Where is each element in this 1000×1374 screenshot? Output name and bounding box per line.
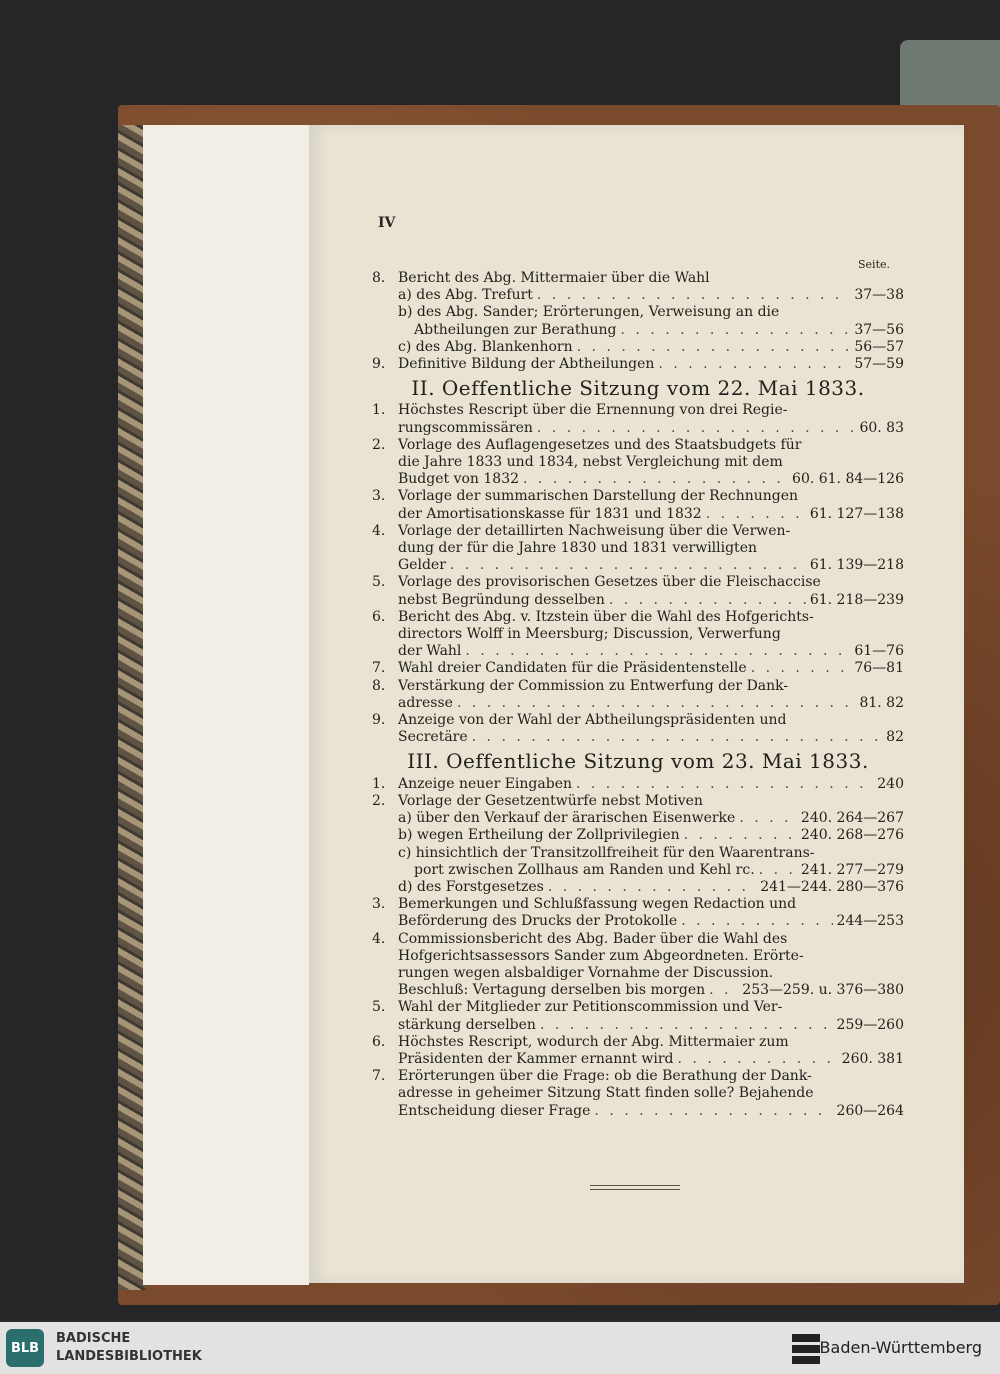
entry-text: rungscommissären (398, 419, 533, 436)
entry-text: Vorlage des provisorischen Gesetzes über die Fleischaccise (398, 574, 821, 591)
state-name[interactable]: Baden-Württemberg (819, 1338, 982, 1357)
toc-entry-line (372, 523, 904, 540)
leader-dots (621, 322, 851, 339)
entry-page-ref: 76—81 (854, 660, 904, 677)
entry-number: 1. (372, 775, 386, 792)
toc-entry-line (372, 488, 904, 505)
toc-entry-line (372, 609, 904, 626)
toc-entry-line (372, 420, 904, 437)
library-name[interactable] (56, 1330, 202, 1366)
toc-entry-line (372, 695, 904, 712)
flyleaf (143, 125, 309, 1285)
toc-entry (372, 609, 904, 661)
library-name-line1: BADISCHE (56, 1331, 131, 1346)
closing-rule (590, 1185, 680, 1190)
page-number: IV (378, 215, 396, 231)
toc-entry-line (372, 948, 904, 965)
library-name-line2: LANDESBIBLIOTHEK (56, 1349, 202, 1364)
toc-entry-line (372, 712, 904, 729)
entry-text: Secretäre (398, 729, 468, 746)
leader-dots (576, 776, 873, 793)
toc-entry (372, 879, 904, 896)
toc-entry-line (372, 287, 904, 304)
leader-dots (450, 557, 806, 574)
leader-dots (681, 913, 832, 930)
entry-number: 3. (372, 488, 386, 505)
toc-entry-line (372, 540, 904, 557)
toc-entry-line (372, 1017, 904, 1034)
entry-page-ref: 240 (877, 775, 904, 792)
toc-entry-line (372, 896, 904, 913)
entry-number: 2. (372, 436, 386, 453)
entry-text: b) des Abg. Sander; Erörterungen, Verweisung an die (398, 304, 780, 321)
toc-entry (372, 999, 904, 1033)
entry-page-ref: 61. 127—138 (809, 505, 904, 522)
toc-entry-line (372, 913, 904, 930)
entry-text: Anzeige neuer Eingaben (398, 775, 572, 792)
toc-entry (372, 660, 904, 677)
leader-dots (594, 1103, 832, 1120)
entry-page-ref: 61. 218—239 (809, 591, 904, 608)
entry-text: Vorlage der summarischen Darstellung der Rechnungen (398, 488, 799, 505)
entry-text: Anzeige von der Wahl der Abtheilungspräsidenten und (398, 712, 787, 729)
seite-label: Seite. (858, 258, 890, 271)
toc-entry-line (372, 982, 904, 999)
entry-page-ref: 56—57 (854, 338, 904, 355)
entry-text: a) des Abg. Trefurt (398, 287, 533, 304)
entry-page-ref: 37—56 (854, 321, 904, 338)
toc-entry-line (372, 574, 904, 591)
entry-number: 6. (372, 608, 386, 625)
entry-text: Beförderung des Drucks der Protokolle (398, 913, 678, 930)
entry-number: 5. (372, 574, 386, 591)
entry-page-ref: 37—38 (854, 287, 904, 304)
toc-entry-line (372, 862, 904, 879)
marbled-edge (118, 125, 146, 1290)
toc-entry-line (372, 776, 904, 793)
toc-entry-line (372, 471, 904, 488)
leader-dots (739, 810, 797, 827)
leader-dots (540, 1017, 833, 1034)
entry-text: Wahl dreier Candidaten für die Präsidentenstelle (398, 660, 747, 677)
toc-entry-line (372, 729, 904, 746)
toc-entry-line (372, 437, 904, 454)
toc-entry-line (372, 356, 904, 373)
entry-text: Vorlage der detaillirten Nachweisung über die Verwen- (398, 522, 791, 539)
entry-text: dung der für die Jahre 1830 und 1831 verwilligten (398, 540, 757, 557)
toc-entry-line (372, 339, 904, 356)
entry-number: 9. (372, 356, 386, 373)
toc-entry-line (372, 643, 904, 660)
leader-dots (706, 506, 806, 523)
toc-entry-line (372, 304, 904, 321)
entry-text: directors Wolff in Meersburg; Discussion, Verwerfung (398, 626, 781, 643)
entry-number: 8. (372, 270, 386, 286)
entry-text: Höchstes Rescript über die Ernennung von drei Regie- (398, 402, 788, 419)
entry-text: Bericht des Abg. v. Itzstein über die Wahl des Hofgerichts- (398, 608, 814, 625)
entry-number: 4. (372, 930, 386, 947)
toc-entry (372, 402, 904, 436)
entry-text: Abtheilungen zur Berathung (414, 321, 617, 338)
toc-entry-line (372, 270, 904, 287)
entry-page-ref: 57—59 (854, 356, 904, 373)
toc-entry (372, 574, 904, 608)
toc-entry (372, 270, 904, 287)
entry-page-ref: 81. 82 (859, 694, 904, 711)
leader-dots (684, 827, 797, 844)
entry-page-ref: 60. 61. 84—126 (792, 471, 904, 488)
entry-page-ref: 241. 277—279 (800, 861, 904, 878)
toc-entry-line (372, 845, 904, 862)
entry-number: 1. (372, 402, 386, 419)
entry-page-ref: 60. 83 (859, 419, 904, 436)
footer-bar (0, 1322, 1000, 1374)
entry-text: Vorlage der Gesetzentwürfe nebst Motiven (398, 792, 703, 809)
leader-dots (537, 420, 856, 437)
toc-entry-line (372, 322, 904, 339)
toc-entry-line (372, 999, 904, 1016)
entry-text: b) wegen Ertheilung der Zollprivilegien (398, 827, 680, 844)
entry-page-ref: 61—76 (854, 643, 904, 660)
entry-text: die Jahre 1833 und 1834, nebst Vergleichung mit dem (398, 454, 783, 471)
toc-entry-line (372, 793, 904, 810)
entry-text: rungen wegen alsbaldiger Vornahme der Discussion. (398, 964, 774, 981)
entry-text: Definitive Bildung der Abtheilungen (398, 356, 655, 373)
entry-text: Wahl der Mitglieder zur Petitionscommission und Ver- (398, 999, 783, 1016)
leader-dots (577, 339, 851, 356)
toc-entry-line (372, 827, 904, 844)
entry-text: Gelder (398, 557, 446, 574)
leader-dots (658, 356, 850, 373)
toc-entry-line (372, 1085, 904, 1102)
entry-number: 8. (372, 677, 386, 694)
toc-entry-line (372, 626, 904, 643)
entry-text: stärkung derselben (398, 1016, 536, 1033)
entry-number: 3. (372, 896, 386, 913)
toc-entry-line (372, 402, 904, 419)
toc-entry-line (372, 1068, 904, 1085)
entry-number: 7. (372, 1068, 386, 1085)
toc-entry (372, 678, 904, 712)
entry-text: Beschluß: Vertagung derselben bis morgen (398, 982, 706, 999)
entry-text: der Amortisationskasse für 1831 und 1832 (398, 505, 702, 522)
toc-entry (372, 931, 904, 1000)
toc-entry (372, 827, 904, 844)
leader-dots (465, 643, 850, 660)
toc-entry-line (372, 931, 904, 948)
entry-text: der Wahl (398, 643, 462, 660)
leader-dots (751, 660, 851, 677)
entry-text: Präsidenten der Kammer ernannt wird (398, 1050, 674, 1067)
entry-text: d) des Forstgesetzes (398, 878, 544, 895)
leader-dots (457, 695, 856, 712)
toc-entry (372, 437, 904, 489)
entry-page-ref: 260—264 (836, 1102, 904, 1119)
entry-text: Vorlage des Auflagengesetzes und des Staatsbudgets für (398, 436, 802, 453)
leader-dots (759, 862, 797, 879)
toc-entry-line (372, 810, 904, 827)
table-of-contents (372, 270, 904, 1120)
entry-text: a) über den Verkauf der ärarischen Eisenwerke (398, 810, 736, 827)
leader-dots (537, 287, 850, 304)
entry-text: Budget von 1832 (398, 471, 520, 488)
toc-entry (372, 810, 904, 827)
entry-number: 2. (372, 792, 386, 809)
toc-entry (372, 1034, 904, 1068)
lions-coat-of-arms-icon (790, 1332, 822, 1366)
toc-entry-line (372, 678, 904, 695)
toc-entry (372, 488, 904, 522)
entry-page-ref: 244—253 (836, 913, 904, 930)
leader-dots (609, 592, 806, 609)
entry-number: 6. (372, 1033, 386, 1050)
entry-number: 4. (372, 522, 386, 539)
blb-logo-icon[interactable]: BLB (6, 1329, 44, 1367)
entry-page-ref: 241—244. 280—376 (760, 878, 904, 895)
entry-text: Erörterungen über die Frage: ob die Berathung der Dank- (398, 1068, 812, 1085)
toc-entry-line (372, 454, 904, 471)
entry-number: 7. (372, 660, 386, 677)
toc-entry (372, 356, 904, 373)
entry-page-ref: 240. 268—276 (800, 827, 904, 844)
toc-entry (372, 896, 904, 930)
entry-text: Commissionsbericht des Abg. Bader über die Wahl des (398, 930, 788, 947)
entry-text: nebst Begründung desselben (398, 591, 605, 608)
section-heading: III. Oeffentliche Sitzung vom 23. Mai 1833. (407, 749, 869, 774)
entry-number: 9. (372, 712, 386, 729)
leader-dots (548, 879, 756, 896)
leader-dots (472, 729, 883, 746)
entry-page-ref: 61. 139—218 (809, 557, 904, 574)
entry-page-ref: 259—260 (836, 1016, 904, 1033)
entry-number: 5. (372, 999, 386, 1016)
entry-page-ref: 240. 264—267 (800, 810, 904, 827)
entry-text: adresse (398, 694, 453, 711)
entry-text: Hofgerichtsassessors Sander zum Abgeordneten. Erörte- (398, 947, 804, 964)
entry-page-ref: 253—259. u. 376—380 (742, 982, 904, 999)
entry-text: Bemerkungen und Schlußfassung wegen Redaction und (398, 896, 797, 913)
entry-text: c) hinsichtlich der Transitzollfreiheit für den Waarentrans- (398, 844, 815, 861)
toc-entry (372, 287, 904, 304)
entry-text: port zwischen Zollhaus am Randen und Kehl rc. (414, 861, 755, 878)
entry-text: Entscheidung dieser Frage (398, 1102, 591, 1119)
toc-entry-line (372, 1051, 904, 1068)
toc-entry (372, 523, 904, 575)
toc-entry (372, 339, 904, 356)
entry-page-ref: 82 (886, 729, 904, 746)
toc-entry-line (372, 1034, 904, 1051)
entry-text: c) des Abg. Blankenhorn (398, 338, 573, 355)
leader-dots (678, 1051, 838, 1068)
entry-text: Höchstes Rescript, wodurch der Abg. Mittermaier zum (398, 1033, 789, 1050)
toc-entry-line (372, 557, 904, 574)
toc-entry-line (372, 592, 904, 609)
toc-entry-line (372, 965, 904, 982)
toc-entry (372, 1068, 904, 1120)
entry-page-ref: 260. 381 (841, 1050, 904, 1067)
toc-entry-line (372, 879, 904, 896)
entry-text: Verstärkung der Commission zu Entwerfung der Dank- (398, 677, 789, 694)
leader-dots (709, 982, 738, 999)
toc-entry-line (372, 660, 904, 677)
toc-entry (372, 776, 904, 793)
section-heading: II. Oeffentliche Sitzung vom 22. Mai 1833. (411, 376, 865, 401)
toc-entry (372, 712, 904, 746)
entry-text: adresse in geheimer Sitzung Statt finden solle? Bejahende (398, 1085, 814, 1102)
entry-text: Bericht des Abg. Mittermaier über die Wahl (398, 270, 710, 286)
leader-dots (523, 471, 788, 488)
toc-entry (372, 304, 904, 338)
toc-entry-line (372, 1103, 904, 1120)
toc-entry (372, 793, 904, 810)
toc-entry-line (372, 506, 904, 523)
toc-entry (372, 845, 904, 879)
